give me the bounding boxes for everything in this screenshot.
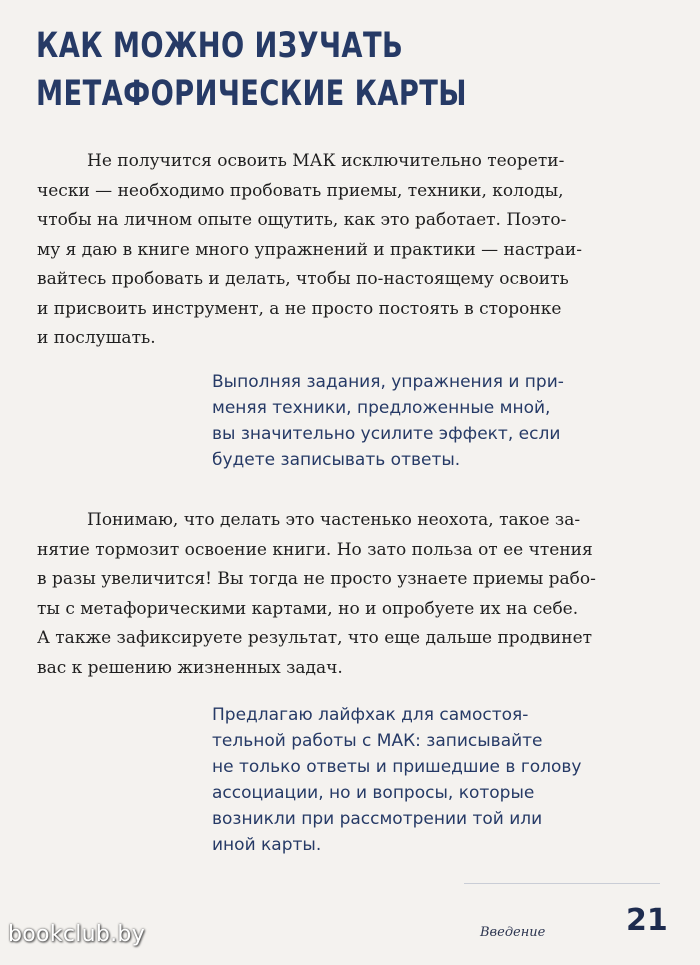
paragraph-line: чтобы на личном опыте ощутить, как это работает. Поэто- [37,210,567,230]
callout-line: тельной работы с МАК: записывайте [212,731,543,751]
paragraph-line: Не получится освоить МАК исключительно теорети- [87,151,565,171]
paragraph-line: и присвоить инструмент, а не просто постоять в сторонке [37,298,562,319]
paragraph-line: и послушать. [37,328,156,348]
heading-line-1: КАК МОЖНО ИЗУЧАТЬ [36,26,404,66]
running-footer-section: Введение [480,925,546,940]
callout-note-2 [212,702,662,858]
paragraph-line: чески — необходимо пробовать приемы, техники, колоды, [37,180,564,201]
callout-line: ассоциации, но и вопросы, которые [212,783,535,803]
watermark: bookclub.by [8,922,146,947]
paragraph-line: вайтесь пробовать и делать, чтобы по-настоящему освоить [37,269,569,289]
heading-line-2: МЕТАФОРИЧЕСКИЕ КАРТЫ [36,74,467,114]
paragraph-line: ты с метафорическими картами, но и опробуете их на себе. [37,598,579,619]
paragraph-line: А также зафиксируете результат, что еще дальше продвинет [37,628,593,648]
chapter-heading [36,22,504,118]
paragraph-line: Понимаю, что делать это частенько неохота, такое за- [87,510,581,530]
callout-line: вы значительно усилите эффект, если [212,424,561,444]
callout-line: меняя техники, предложенные мной, [212,398,551,418]
paragraph-line: вас к решению жизненных задач. [37,657,343,678]
body-paragraph-1 [37,147,662,354]
callout-line: Предлагаю лайфхак для самостоя- [212,705,529,725]
callout-line: Выполняя задания, упражнения и при- [212,372,564,392]
page-number: 21 [626,903,668,938]
paragraph-line: му я даю в книге много упражнений и практики — настраи- [37,239,582,260]
callout-note-1 [212,369,662,473]
footer-divider [464,883,660,884]
paragraph-line: в разы увеличится! Вы тогда не просто узнаете приемы рабо- [37,569,596,589]
body-paragraph-2 [37,506,662,683]
callout-line: иной карты. [212,835,322,855]
callout-line: будете записывать ответы. [212,450,461,470]
paragraph-line: нятие тормозит освоение книги. Но зато польза от ее чтения [37,539,593,560]
callout-line: не только ответы и пришедшие в голову [212,757,582,777]
callout-line: возникли при рассмотрении той или [212,809,543,829]
